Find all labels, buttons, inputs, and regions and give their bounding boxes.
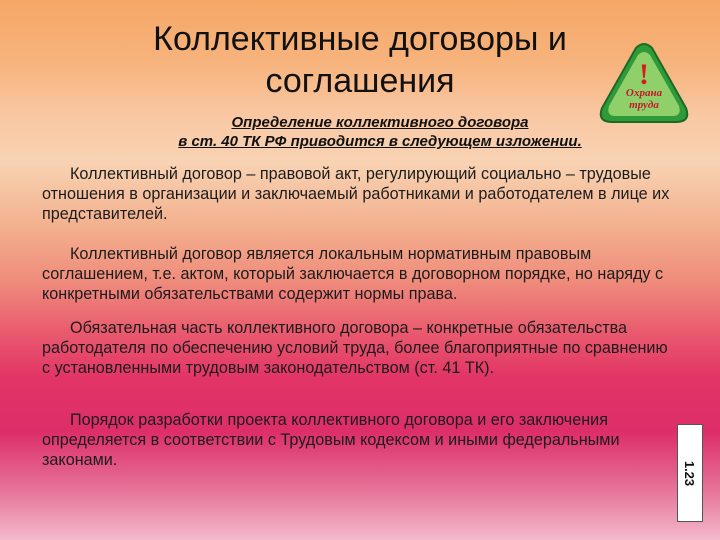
paragraph-procedure: Порядок разработки проекта коллективного договора и его заключения определяется в соответствии с Трудовым кодексом и иными федеральными законами. bbox=[42, 411, 620, 469]
subtitle-line-2: в ст. 40 ТК РФ приводится в следующем изложении. bbox=[178, 133, 582, 150]
title-line-2: соглашения bbox=[265, 62, 455, 100]
title-line-1: Коллективные договоры и bbox=[153, 20, 567, 58]
badge-text-line1: Охрана bbox=[625, 87, 663, 99]
badge-text-line2: труда bbox=[629, 99, 659, 111]
slide-number: 1.23 bbox=[682, 460, 698, 486]
paragraph-normative-act: Коллективный договор является локальным нормативным правовым соглашением, т.е. актом, который заключается в договорном порядке, но наряду с конкретными обязательствами содержит нормы права. bbox=[42, 245, 664, 303]
slide-number-box bbox=[677, 424, 703, 522]
definition-subtitle bbox=[110, 113, 650, 151]
exclamation-mark: ! bbox=[639, 58, 649, 91]
subtitle-line-1: Определение коллективного договора bbox=[231, 114, 529, 131]
paragraph-mandatory-part: Обязательная часть коллективного договора – конкретные обязательства работодателя по обеспечению условий труда, более благоприятные по сравнению с установленными трудовым законодательством (ст. 41 ТК). bbox=[42, 319, 668, 377]
slide-title bbox=[90, 18, 630, 102]
paragraph-definition: Коллективный договор – правовой акт, регулирующий социально – трудовые отношения в организации и заключаемый работниками и работодателем в лице их представителей. bbox=[42, 165, 670, 223]
